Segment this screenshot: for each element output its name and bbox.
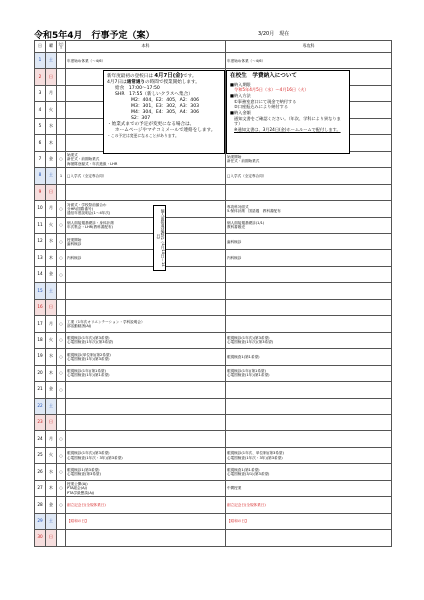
table-row <box>35 250 392 266</box>
main-course-event: 個人面接週基礎診・身体計測 年次集会・LHR(教科書配布) <box>66 217 226 233</box>
weekday-cell: 日 <box>46 414 57 430</box>
extra-cell: ○ <box>57 431 66 447</box>
weekday-cell: 月 <box>46 85 57 101</box>
day-cell: 19 <box>35 349 46 365</box>
extra-cell <box>57 85 66 101</box>
extra-cell: ○ <box>57 201 66 217</box>
advanced-course-event: 眼視検診(1年次、単位制)(第3希望) 心電図検査(1年次・3年)(第3希望) <box>226 447 392 463</box>
weekday-cell: 日 <box>46 184 57 200</box>
extra-cell <box>57 102 66 118</box>
extra-cell: ○ <box>57 365 66 381</box>
table-row <box>35 332 392 348</box>
day-cell: 27 <box>35 480 46 496</box>
table-row <box>35 513 392 529</box>
room-line-3: M4：304，E4：305，A4：306 <box>131 109 200 115</box>
weekday-cell: 金 <box>46 382 57 398</box>
extra-cell: ○ <box>57 382 66 398</box>
extra-cell: ○ <box>57 316 66 332</box>
weekday-cell: 月 <box>46 201 57 217</box>
day-cell: 20 <box>35 365 46 381</box>
main-course-event: 対面式・学校祭前顔合わ 分HR(国際番号) 通信年度説明会(1〜4年次) <box>66 201 226 217</box>
weekday-cell: 木 <box>46 135 57 151</box>
header-extra: 全日全 <box>57 41 66 53</box>
tuition-notice <box>226 70 350 154</box>
deadline-value: 令和5年4月5日（水）〜4月16日（火） <box>234 87 309 93</box>
main-course-event: 創立記念日(全規休業日) <box>66 497 226 513</box>
header-main-course: 本科 <box>66 41 226 53</box>
day-cell: 13 <box>35 250 46 266</box>
weekday-cell: 金 <box>46 151 57 167</box>
table-row <box>35 431 392 447</box>
table-row <box>35 283 392 299</box>
extra-cell <box>57 414 66 430</box>
interview-period-note: 個人面接週基礎診（4月10日〜14日） <box>153 205 166 271</box>
weekday-cell: 金 <box>46 497 57 513</box>
extra-cell <box>57 530 66 546</box>
day-cell: 21 <box>35 382 46 398</box>
main-course-event: 眼視検診(1年)(第1希望) 心電図検査(1年)(第1希望) <box>66 365 226 381</box>
advanced-course-event: 個人面接週基礎診(1/1) 教科書販売 <box>226 217 392 233</box>
weekday-cell: 水 <box>46 464 57 480</box>
main-course-event: 眼視検診(単位制)(第2希望) 心電図検査(1年)(第3希望) <box>66 349 226 365</box>
advanced-course-event <box>226 316 392 332</box>
extra-cell: ○ <box>57 480 66 496</box>
method-2: ②口座振込みにより納付する <box>234 104 289 110</box>
main-course-event: 年度始め休業（〜4/6） <box>66 53 226 69</box>
advanced-course-event: 専攻科対面式 5.保体計測 国語週 教科書配布 <box>226 201 392 217</box>
extra-cell: ○ <box>57 217 66 233</box>
main-course-event: 眼視検診(1年次)(第3希望) 心電図検査(1年次)(第3希望) <box>66 332 226 348</box>
main-course-event: 授業開始 歯科検診 <box>66 233 226 249</box>
header-weekday: 曜 <box>46 41 57 53</box>
main-course-event: 眼視検診1(第3希望) 心電図検査(第3希望) <box>66 464 226 480</box>
weekday-cell: 水 <box>46 233 57 249</box>
main-course-event <box>66 398 226 414</box>
change-note-2: ホームページやマチコミメールで連絡をします。 <box>115 127 216 133</box>
day-cell: 12 <box>35 233 46 249</box>
extra-cell <box>57 53 66 69</box>
weekday-cell: 日 <box>46 69 57 85</box>
day-cell: 2 <box>35 69 46 85</box>
day-cell: 23 <box>35 414 46 430</box>
method-1: ①事務室窓口にて現金で納付する <box>234 98 297 104</box>
extra-cell: ○ <box>57 266 66 282</box>
page-title: 令和5年4月 行事予定（案） <box>34 31 155 41</box>
extra-cell <box>57 118 66 134</box>
table-row <box>35 184 392 200</box>
weekday-cell: 土 <box>46 283 57 299</box>
extra-cell: ○ <box>57 250 66 266</box>
advanced-course-event: 【昭和の日】 <box>226 513 392 529</box>
shr-time: SHR 17:55（新しいクラスへ集合） <box>115 91 193 97</box>
day-cell: 18 <box>35 332 46 348</box>
main-course-event: 授業公開(Aj) PTA総会(Aj) PTA学級懇談(Aj) <box>66 480 226 496</box>
day-cell: 16 <box>35 299 46 315</box>
weekday-cell: 火 <box>46 332 57 348</box>
weekday-cell: 土 <box>46 168 57 184</box>
weekday-cell: 土 <box>46 53 57 69</box>
advanced-course-event: 年度始め休業（〜4/6） <box>226 53 392 69</box>
advanced-course-event <box>226 283 392 299</box>
advanced-course-event <box>226 530 392 546</box>
day-cell: 15 <box>35 283 46 299</box>
main-course-event <box>66 431 226 447</box>
table-row <box>35 382 392 398</box>
advanced-course-event <box>226 414 392 430</box>
room-line-1: M2：404，E2：405，A2：406 <box>131 97 200 103</box>
advanced-course-event <box>226 382 392 398</box>
day-cell: 3 <box>35 85 46 101</box>
table-header-row <box>35 41 392 53</box>
extra-cell: ○ <box>57 464 66 480</box>
table-row <box>35 299 392 315</box>
weekday-cell: 土 <box>46 398 57 414</box>
advanced-course-event <box>226 299 392 315</box>
extra-cell <box>57 184 66 200</box>
extra-cell <box>57 299 66 315</box>
extra-cell <box>57 513 66 529</box>
weekday-cell: 水 <box>46 118 57 134</box>
weekday-cell: 火 <box>46 217 57 233</box>
weekday-cell: 木 <box>46 480 57 496</box>
extra-cell <box>57 398 66 414</box>
day-cell: 26 <box>35 464 46 480</box>
day-cell: 17 <box>35 316 46 332</box>
advanced-course-event: 歯科検診 <box>226 233 392 249</box>
day-cell: 4 <box>35 102 46 118</box>
main-course-event: 工業（1年次オリエンテーション・学科説明会） 部活動勧誘(AJ) <box>66 316 226 332</box>
day-cell: 7 <box>35 151 46 167</box>
day-cell: 11 <box>35 217 46 233</box>
day-cell: 10 <box>35 201 46 217</box>
weekday-cell: 木 <box>46 365 57 381</box>
weekday-cell: 日 <box>46 530 57 546</box>
main-course-event <box>66 414 226 430</box>
main-course-event <box>66 382 226 398</box>
table-row <box>35 349 392 365</box>
extra-cell: 1 <box>57 168 66 184</box>
table-row <box>35 530 392 546</box>
main-course-event <box>66 530 226 546</box>
table-row <box>35 168 392 184</box>
change-note-3: ・この予定は変更になることがあります。 <box>107 132 179 138</box>
main-course-event <box>66 299 226 315</box>
main-course-event: □入学式（全定専合同） <box>66 168 226 184</box>
advanced-course-event: 眼視検診(1年)(第1希望) 心電図検査(1年)(第1希望) <box>226 365 392 381</box>
day-cell: 24 <box>35 431 46 447</box>
table-row <box>35 497 392 513</box>
table-row <box>35 53 392 69</box>
day-cell: 9 <box>35 184 46 200</box>
extra-cell: ○ <box>57 151 66 167</box>
day-cell: 8 <box>35 168 46 184</box>
weekday-cell: 日 <box>46 299 57 315</box>
day-cell: 29 <box>35 513 46 529</box>
issue-date: 3/20月 現在 <box>258 31 290 37</box>
tuition-title: 在校生 学費納入について <box>230 73 298 79</box>
extra-cell <box>57 283 66 299</box>
main-course-event <box>66 266 226 282</box>
day-cell: 5 <box>35 118 46 134</box>
day-cell: 22 <box>35 398 46 414</box>
day-cell: 25 <box>35 447 46 463</box>
main-course-event <box>66 184 226 200</box>
room-line-2: M3：301，E3：302，A3：303 <box>131 103 200 109</box>
table-row <box>35 464 392 480</box>
main-course-event <box>66 283 226 299</box>
weekday-cell: 金 <box>46 266 57 282</box>
advanced-course-event: 眼視検査1(第1希望) <box>226 349 392 365</box>
advanced-course-event: 始業開始 新任式・前期始業式 <box>226 151 392 167</box>
advanced-course-event: 中間授業 <box>226 480 392 496</box>
advanced-course-event: 眼視検診(1年次)(第3希望) 心電図検査(1年次)(第3希望) <box>226 332 392 348</box>
weekday-cell: 月 <box>46 431 57 447</box>
table-row <box>35 365 392 381</box>
method-label: ■納入方法 <box>230 92 251 98</box>
lunch-time: 給食 17:00〜17:50 <box>115 85 160 91</box>
advanced-course-event: 内科検診 <box>226 250 392 266</box>
advanced-course-event <box>226 184 392 200</box>
weekday-cell: 火 <box>46 447 57 463</box>
table-row <box>35 398 392 414</box>
table-row <box>35 447 392 463</box>
extra-cell: ○ <box>57 349 66 365</box>
advanced-course-event: 創立記念日(全規休業日) <box>226 497 392 513</box>
table-row <box>35 266 392 282</box>
advanced-course-event <box>226 431 392 447</box>
room-line-4: S2：307 <box>131 115 151 121</box>
extra-cell: ○ <box>57 497 66 513</box>
table-row <box>35 414 392 430</box>
weekday-cell: 土 <box>46 513 57 529</box>
day-cell: 14 <box>35 266 46 282</box>
day-cell: 1 <box>35 53 46 69</box>
extra-cell: ○ <box>57 332 66 348</box>
weekday-cell: 水 <box>46 349 57 365</box>
amount-note: 通知文書をご確認ください。（年次、学科により異なります） <box>234 115 341 127</box>
table-row <box>35 316 392 332</box>
advanced-course-event: □入学式（全定専合同） <box>226 168 392 184</box>
advanced-course-event: 眼視検査1(第1希望) 心電図検査(3/1)(第3希望) <box>226 464 392 480</box>
table-row <box>35 480 392 496</box>
change-note-1: ・始業式までの予定が変更になる場合は、 <box>107 121 195 127</box>
table-row <box>35 217 392 233</box>
deadline-label: ■納入期限 <box>230 81 251 87</box>
extra-cell <box>57 135 66 151</box>
day-cell: 30 <box>35 530 46 546</box>
distribution-note: ※通知文書は、3月24日(金)ホームルームで配付します。 <box>234 126 341 132</box>
main-course-event: 眼視検診(1年次)(第3希望) 心電図検査(1年次・3年)(第3希望) <box>66 447 226 463</box>
day-cell: 28 <box>35 497 46 513</box>
extra-cell <box>57 69 66 85</box>
advanced-course-event <box>226 266 392 282</box>
day-cell: 6 <box>35 135 46 151</box>
table-row <box>35 233 392 249</box>
extra-cell: ○ <box>57 447 66 463</box>
first-day-notice: 新年度最初の登校日は 4月7日(金)です。 4月7日は通常通りの時間で授業開始します。 給食 17:00〜17:50 SHR 17:55（新しいクラスへ集合） M2：404，E2：405，A2：406 M3：301，E3：302，A3：303 M4：304，E4：305，A4：306 S2：307 ・始業式までの予定が変更になる場合は、 ホームページやマチコミメールで連絡をします。 ・この予定は変更になることがあります。 <box>103 70 225 154</box>
weekday-cell: 木 <box>46 250 57 266</box>
main-course-event: 始業式 新任式・前期始業式 海援隊登録式・年次進級・LHR <box>66 151 226 167</box>
extra-cell: ○ <box>57 233 66 249</box>
main-course-event: 内科検診 <box>66 250 226 266</box>
advanced-course-event <box>226 398 392 414</box>
amount-label: ■納入金額 <box>230 109 251 115</box>
weekday-cell: 月 <box>46 316 57 332</box>
weekday-cell: 火 <box>46 102 57 118</box>
main-course-event: 【昭和の日】 <box>66 513 226 529</box>
header-day: 日 <box>35 41 46 53</box>
header-advanced-course: 専攻科 <box>226 41 392 53</box>
table-row <box>35 201 392 217</box>
